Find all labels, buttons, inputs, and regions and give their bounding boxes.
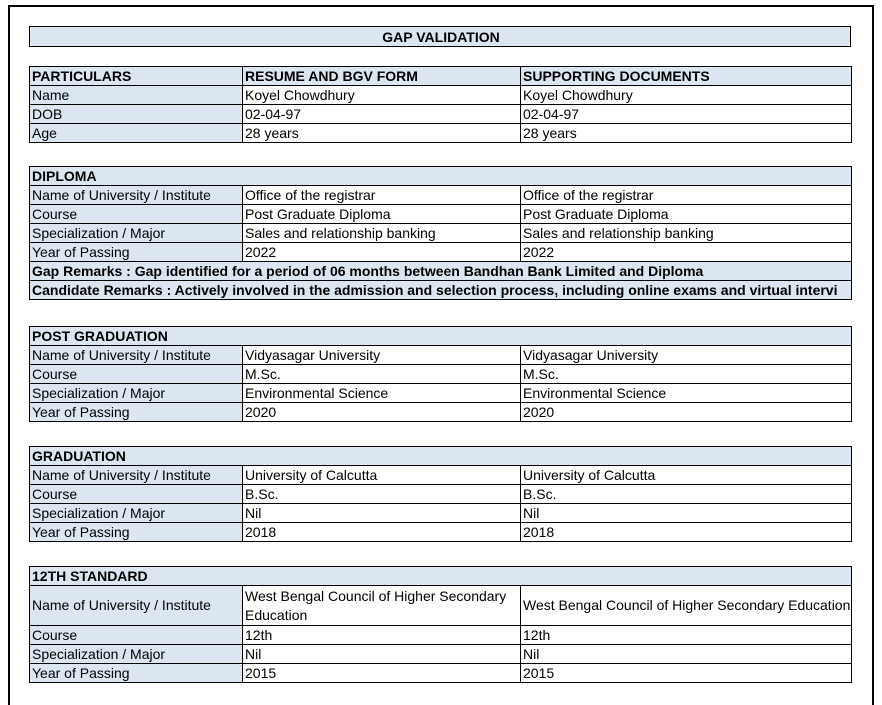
docs-value: Office of the registrar [521, 186, 852, 205]
row-label: Specialization / Major [30, 224, 243, 243]
table-row [30, 403, 852, 422]
table-row [30, 365, 852, 384]
section-heading: GRADUATION [30, 447, 852, 466]
row-label: Age [30, 124, 243, 143]
diploma-section [29, 166, 851, 300]
row-label: Course [30, 626, 243, 645]
resume-value: B.Sc. [243, 485, 521, 504]
docs-value: B.Sc. [521, 485, 852, 504]
row-label: Name [30, 86, 243, 105]
docs-value: Post Graduate Diploma [521, 205, 852, 224]
resume-value: Koyel Chowdhury [243, 86, 521, 105]
resume-value: Sales and relationship banking [243, 224, 521, 243]
candidate-remarks: Candidate Remarks : Actively involved in the admission and selection process, including online exams and virtual intervi [30, 281, 852, 300]
docs-value: 12th [521, 626, 852, 645]
docs-value: Sales and relationship banking [521, 224, 852, 243]
row-label: Year of Passing [30, 664, 243, 683]
table-row [30, 504, 852, 523]
docs-value: 28 years [521, 124, 852, 143]
section-heading: 12TH STANDARD [30, 567, 852, 586]
table-row [30, 466, 852, 485]
particulars-section [29, 66, 851, 143]
table-row [30, 224, 852, 243]
docs-value: Koyel Chowdhury [521, 86, 852, 105]
resume-value: Office of the registrar [243, 186, 521, 205]
docs-value: West Bengal Council of Higher Secondary Education [521, 586, 852, 626]
docs-value: 2022 [521, 243, 852, 262]
resume-value: 2018 [243, 523, 521, 542]
resume-value: Nil [243, 645, 521, 664]
resume-value: Post Graduate Diploma [243, 205, 521, 224]
resume-value: 12th [243, 626, 521, 645]
row-label: Course [30, 365, 243, 384]
particulars-table [29, 66, 852, 143]
twelfth-standard-table [29, 566, 852, 683]
graduation-table [29, 446, 852, 542]
table-row [30, 105, 852, 124]
resume-value: 28 years [243, 124, 521, 143]
twelfth-standard-section [29, 566, 851, 683]
row-label: DOB [30, 105, 243, 124]
table-row [30, 384, 852, 403]
gap-remarks: Gap Remarks : Gap identified for a period of 06 months between Bandhan Bank Limited and Diploma [30, 262, 852, 281]
docs-value: Vidyasagar University [521, 346, 852, 365]
header-row [30, 67, 852, 86]
table-row [30, 186, 852, 205]
section-heading: DIPLOMA [30, 167, 852, 186]
docs-value: 2018 [521, 523, 852, 542]
resume-value: West Bengal Council of Higher Secondary Education [243, 586, 521, 626]
section-heading: POST GRADUATION [30, 327, 852, 346]
docs-value: M.Sc. [521, 365, 852, 384]
resume-value: 2015 [243, 664, 521, 683]
docs-value: University of Calcutta [521, 466, 852, 485]
row-label: Name of University / Institute [30, 346, 243, 365]
table-row [30, 243, 852, 262]
docs-value: 02-04-97 [521, 105, 852, 124]
row-label: Specialization / Major [30, 645, 243, 664]
resume-value: 02-04-97 [243, 105, 521, 124]
table-row [30, 205, 852, 224]
header-particulars: PARTICULARS [30, 67, 243, 86]
table-row [30, 124, 852, 143]
resume-value: Nil [243, 504, 521, 523]
table-row [30, 626, 852, 645]
table-row [30, 523, 852, 542]
page-title: GAP VALIDATION [30, 27, 851, 47]
row-label: Specialization / Major [30, 384, 243, 403]
row-label: Year of Passing [30, 243, 243, 262]
resume-value: University of Calcutta [243, 466, 521, 485]
row-label: Name of University / Institute [30, 186, 243, 205]
resume-value: Vidyasagar University [243, 346, 521, 365]
table-row [30, 586, 852, 626]
header-resume: RESUME AND BGV FORM [243, 67, 521, 86]
docs-value: Nil [521, 504, 852, 523]
title-table [29, 26, 851, 47]
header-supporting-docs: SUPPORTING DOCUMENTS [521, 67, 852, 86]
diploma-table [29, 166, 852, 300]
table-row [30, 86, 852, 105]
post-graduation-table [29, 326, 852, 422]
docs-value: Environmental Science [521, 384, 852, 403]
row-label: Name of University / Institute [30, 466, 243, 485]
docs-value: 2020 [521, 403, 852, 422]
row-label: Year of Passing [30, 403, 243, 422]
resume-value: 2020 [243, 403, 521, 422]
resume-value: Environmental Science [243, 384, 521, 403]
resume-value: 2022 [243, 243, 521, 262]
resume-value: M.Sc. [243, 365, 521, 384]
table-row [30, 346, 852, 365]
post-graduation-section [29, 326, 851, 422]
table-row [30, 645, 852, 664]
graduation-section [29, 446, 851, 542]
title-block [29, 26, 851, 47]
docs-value: 2015 [521, 664, 852, 683]
row-label: Specialization / Major [30, 504, 243, 523]
row-label: Course [30, 485, 243, 504]
docs-value: Nil [521, 645, 852, 664]
row-label: Year of Passing [30, 523, 243, 542]
table-row [30, 485, 852, 504]
table-row [30, 664, 852, 683]
row-label: Name of University / Institute [30, 586, 243, 626]
row-label: Course [30, 205, 243, 224]
